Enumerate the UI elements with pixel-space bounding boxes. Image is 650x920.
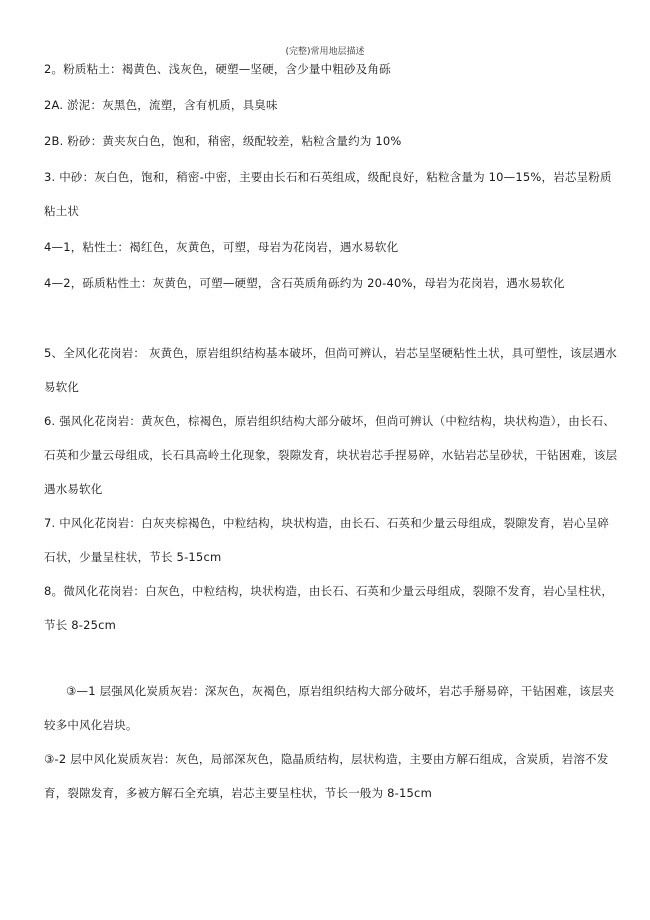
paragraph-2b-silty-sand: 2B. 粉砂：黄夹灰白色，饱和，稍密，级配较差，粘粒含量约为 10% — [44, 134, 402, 148]
paragraph-4-1-clay: 4—1，粘性土：褐红色，灰黄色，可塑，母岩为花岗岩，遇水易软化 — [44, 240, 399, 254]
paragraph-5-fully-weathered-granite: 5、全风化花岗岩： 灰黄色，原岩组织结构基本破坏，但尚可辨认，岩芯呈坚硬粘性土状，具可塑性，该层遇水易软化 — [44, 346, 617, 394]
paragraph-3-medium-sand: 3. 中砂：灰白色，饱和，稍密-中密，主要由长石和石英组成，级配良好，粘粒含量为 10—15%，岩芯呈粉质粘土状 — [44, 170, 612, 218]
paragraph-3-2-limestone: ③-2 层中风化炭质灰岩：灰色，局部深灰色，隐晶质结构，层状构造，主要由方解石组成，含炭质，岩溶不发育，裂隙发育，多被方解石全充填，岩芯主要呈柱状，节长一般为 8-15cm — [44, 752, 609, 800]
paragraph-4-2-gravelly-clay: 4—2，砾质粘性土：灰黄色，可塑—硬塑，含石英质角砾约为 20-40%，母岩为花岗岩，遇水易软化 — [44, 276, 565, 290]
paragraph-2a-silt-mud: 2A. 淤泥：灰黑色，流塑，含有机质，具臭味 — [44, 98, 278, 112]
paragraph-3-1-limestone: ③—1 层强风化炭质灰岩：深灰色，灰褐色，原岩组织结构大部分破坏，岩芯手掰易碎，干钻困难，该层夹较多中风化岩块。 — [44, 684, 615, 732]
paragraph-7-moderately-weathered-granite: 7. 中风化花岗岩：白灰夹棕褐色，中粒结构，块状构造，由长石、石英和少量云母组成，裂隙发育，岩心呈碎石状，少量呈柱状，节长 5-15cm — [44, 516, 610, 564]
paragraph-2-silty-clay: 2。粉质粘土：褐黄色、浅灰色，硬塑—坚硬，含少量中粗砂及角砾 — [44, 62, 391, 76]
page-header: (完整)常用地层描述 — [285, 47, 365, 57]
paragraph-6-strongly-weathered-granite: 6. 强风化花岗岩：黄灰色，棕褐色，原岩组织结构大部分破坏，但尚可辨认（中粒结构，块状构造），由长石、石英和少量云母组成，长石具高岭土化现象，裂隙发育，块状岩芯手捏易碎，水钻岩芯呈砂状，干钻困难，该层遇水易软化 — [44, 414, 618, 496]
paragraph-8-slightly-weathered-granite: 8。微风化花岗岩：白灰色，中粒结构，块状构造，由长石、石英和少量云母组成，裂隙不发育，岩心呈柱状，节长 8-25cm — [44, 584, 614, 632]
